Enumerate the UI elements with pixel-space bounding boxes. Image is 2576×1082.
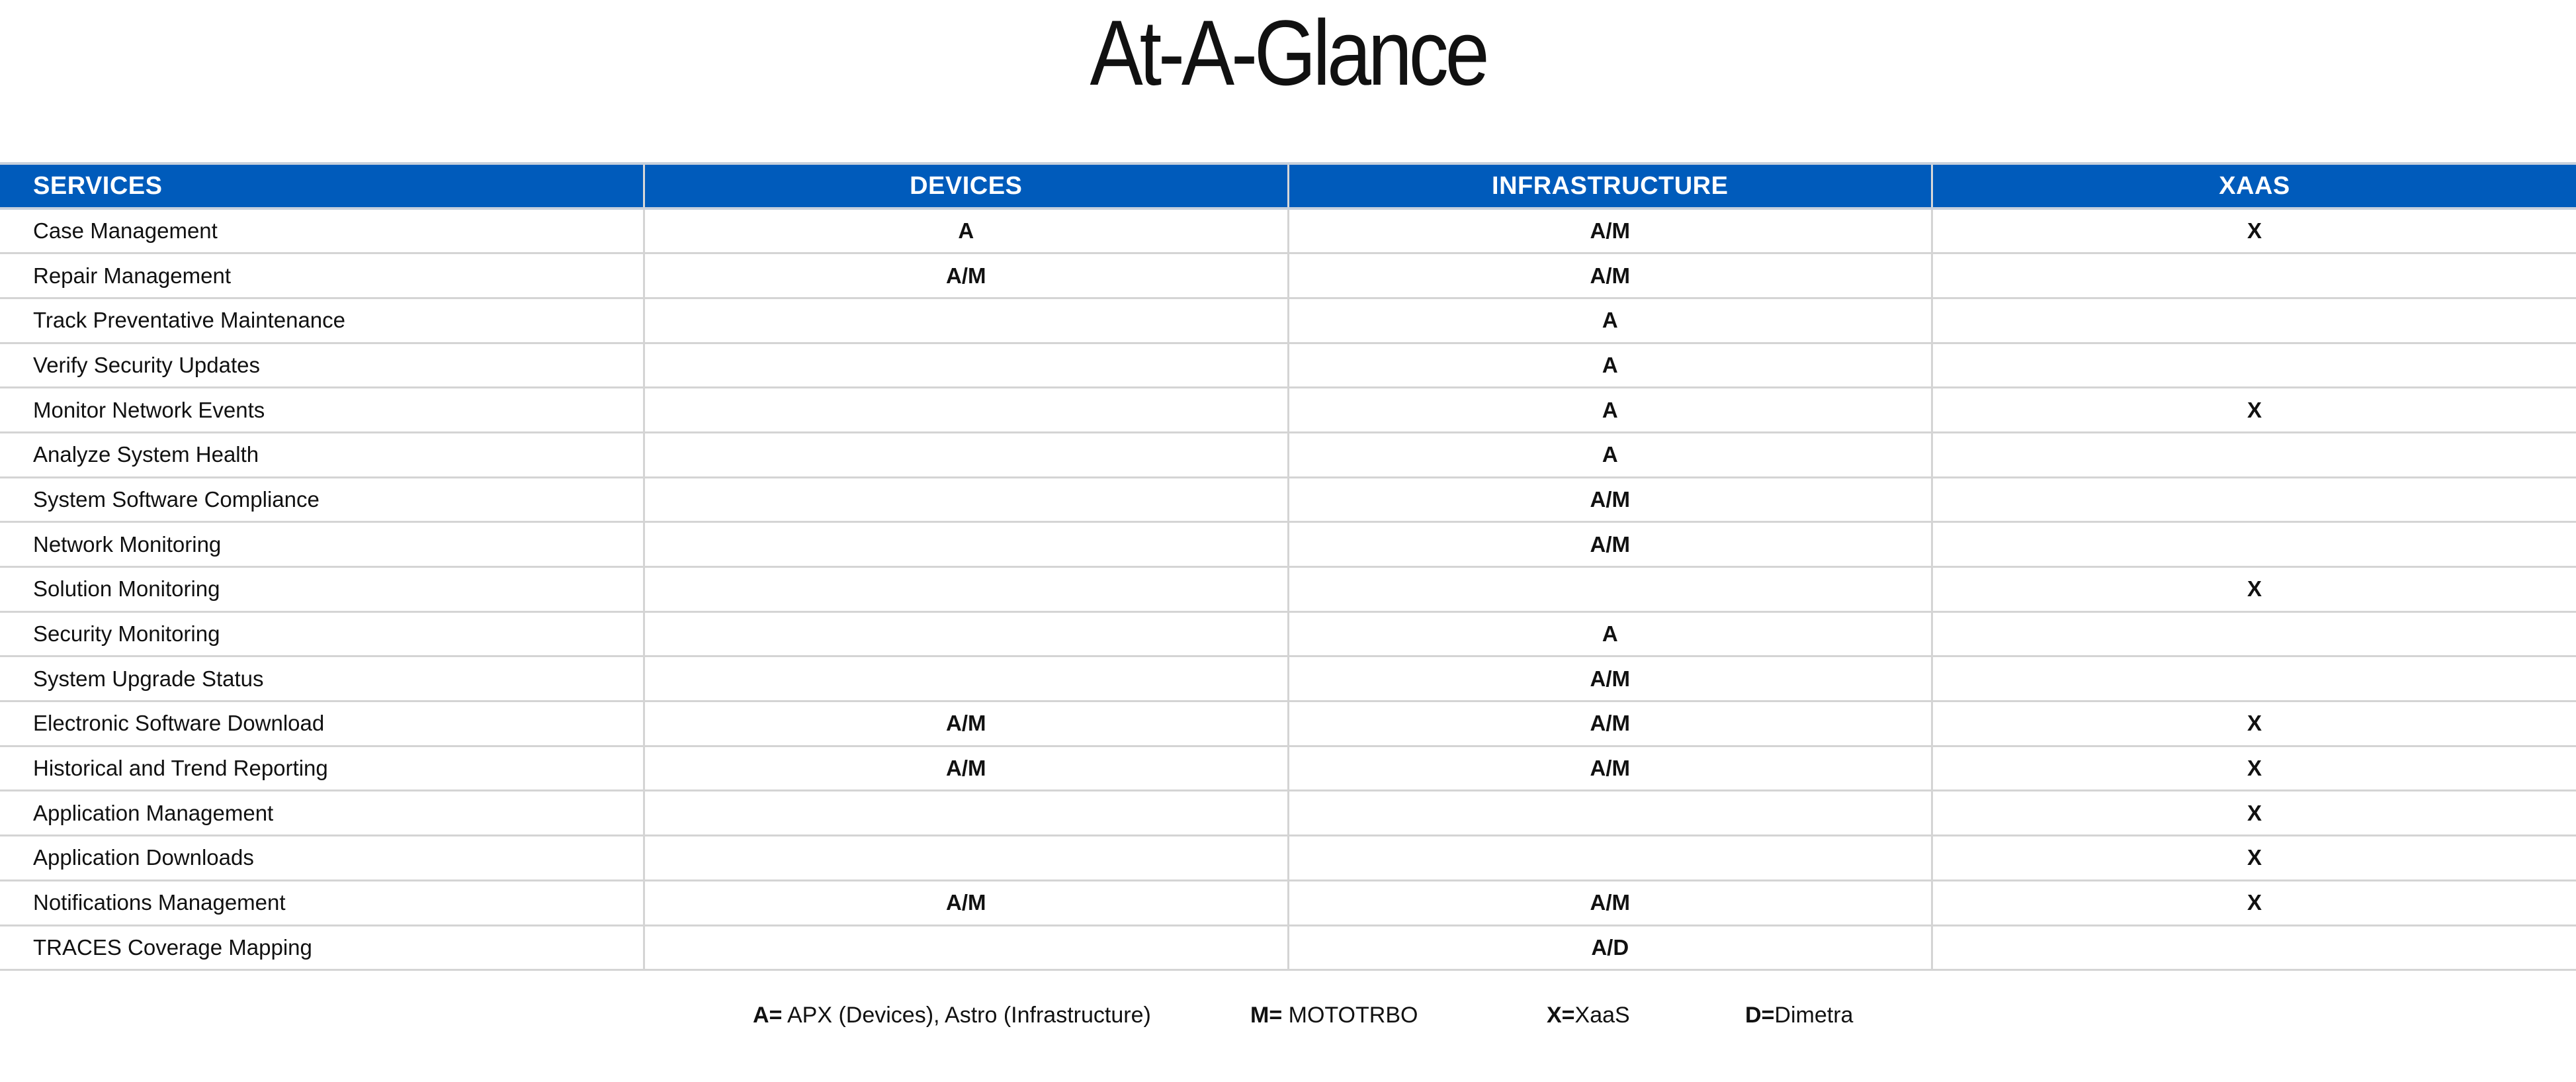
service-name-cell: Verify Security Updates	[0, 343, 644, 388]
table-row	[0, 343, 2576, 388]
table-row	[0, 567, 2576, 612]
table-row	[0, 522, 2576, 567]
infrastructure-cell: A/D	[1288, 925, 1932, 970]
table-body	[0, 208, 2576, 970]
devices-cell	[644, 477, 1289, 522]
legend-desc: APX (Devices), Astro (Infrastructure)	[782, 1003, 1151, 1028]
at-a-glance-table	[0, 162, 2576, 971]
table-row	[0, 253, 2576, 298]
legend-item-d	[1745, 1003, 1853, 1028]
devices-cell: A	[644, 208, 1289, 253]
table-row	[0, 880, 2576, 925]
table-row	[0, 925, 2576, 970]
legend-key: M=	[1250, 1003, 1283, 1028]
xaas-cell: X	[1932, 567, 2576, 612]
table-row	[0, 477, 2576, 522]
infrastructure-cell: A/M	[1288, 656, 1932, 701]
service-name-cell: TRACES Coverage Mapping	[0, 925, 644, 970]
xaas-cell: X	[1932, 880, 2576, 925]
legend-desc: XaaS	[1574, 1003, 1630, 1028]
infrastructure-cell: A/M	[1288, 701, 1932, 746]
table-row	[0, 701, 2576, 746]
table-row	[0, 208, 2576, 253]
legend-key: A=	[753, 1003, 783, 1028]
xaas-cell	[1932, 656, 2576, 701]
legend-item-m	[1250, 1003, 1418, 1028]
xaas-cell: X	[1932, 388, 2576, 433]
column-header-infrastructure: INFRASTRUCTURE	[1288, 163, 1932, 208]
column-header-services: SERVICES	[0, 163, 644, 208]
service-name-cell: Historical and Trend Reporting	[0, 746, 644, 791]
devices-cell	[644, 567, 1289, 612]
service-name-cell: Notifications Management	[0, 880, 644, 925]
table-row	[0, 388, 2576, 433]
devices-cell: A/M	[644, 253, 1289, 298]
xaas-cell	[1932, 253, 2576, 298]
service-name-cell: Application Management	[0, 791, 644, 836]
xaas-cell: X	[1932, 208, 2576, 253]
service-name-cell: System Software Compliance	[0, 477, 644, 522]
legend-desc: MOTOTRBO	[1282, 1003, 1418, 1028]
table-row	[0, 836, 2576, 881]
xaas-cell	[1932, 432, 2576, 477]
xaas-cell	[1932, 343, 2576, 388]
service-name-cell: Network Monitoring	[0, 522, 644, 567]
infrastructure-cell: A/M	[1288, 880, 1932, 925]
service-name-cell: Monitor Network Events	[0, 388, 644, 433]
infrastructure-cell: A	[1288, 388, 1932, 433]
devices-cell	[644, 522, 1289, 567]
table-row	[0, 432, 2576, 477]
devices-cell	[644, 836, 1289, 881]
service-name-cell: Repair Management	[0, 253, 644, 298]
service-name-cell: Application Downloads	[0, 836, 644, 881]
infrastructure-cell: A	[1288, 298, 1932, 343]
infrastructure-cell	[1288, 791, 1932, 836]
devices-cell	[644, 791, 1289, 836]
table-row	[0, 298, 2576, 343]
infrastructure-cell: A	[1288, 611, 1932, 656]
column-header-xaas: XAAS	[1932, 163, 2576, 208]
legend-desc: Dimetra	[1774, 1003, 1854, 1028]
devices-cell	[644, 925, 1289, 970]
devices-cell	[644, 611, 1289, 656]
xaas-cell	[1932, 611, 2576, 656]
xaas-cell: X	[1932, 791, 2576, 836]
devices-cell	[644, 656, 1289, 701]
legend-item-x	[1547, 1003, 1630, 1028]
infrastructure-cell: A/M	[1288, 477, 1932, 522]
devices-cell	[644, 298, 1289, 343]
service-name-cell: Analyze System Health	[0, 432, 644, 477]
service-name-cell: System Upgrade Status	[0, 656, 644, 701]
devices-cell: A/M	[644, 746, 1289, 791]
service-name-cell: Track Preventative Maintenance	[0, 298, 644, 343]
devices-cell	[644, 432, 1289, 477]
xaas-cell: X	[1932, 836, 2576, 881]
infrastructure-cell: A/M	[1288, 522, 1932, 567]
legend-item-a	[753, 1003, 1151, 1028]
infrastructure-cell: A/M	[1288, 208, 1932, 253]
legend-key: X=	[1547, 1003, 1575, 1028]
infrastructure-cell: A/M	[1288, 253, 1932, 298]
legend	[0, 1003, 2576, 1042]
xaas-cell: X	[1932, 701, 2576, 746]
devices-cell: A/M	[644, 880, 1289, 925]
xaas-cell	[1932, 298, 2576, 343]
page-title: At-A-Glance	[1090, 1, 1486, 105]
service-name-cell: Solution Monitoring	[0, 567, 644, 612]
table-row	[0, 611, 2576, 656]
infrastructure-cell	[1288, 836, 1932, 881]
service-name-cell: Security Monitoring	[0, 611, 644, 656]
infrastructure-cell: A	[1288, 432, 1932, 477]
service-name-cell: Electronic Software Download	[0, 701, 644, 746]
table-header-row	[0, 163, 2576, 208]
legend-key: D=	[1745, 1003, 1775, 1028]
devices-cell	[644, 388, 1289, 433]
xaas-cell	[1932, 925, 2576, 970]
service-name-cell: Case Management	[0, 208, 644, 253]
devices-cell	[644, 343, 1289, 388]
infrastructure-cell: A/M	[1288, 746, 1932, 791]
devices-cell: A/M	[644, 701, 1289, 746]
infrastructure-cell: A	[1288, 343, 1932, 388]
table-row	[0, 791, 2576, 836]
xaas-cell	[1932, 477, 2576, 522]
infrastructure-cell	[1288, 567, 1932, 612]
table-row	[0, 656, 2576, 701]
column-header-devices: DEVICES	[644, 163, 1289, 208]
xaas-cell	[1932, 522, 2576, 567]
table-row	[0, 746, 2576, 791]
xaas-cell: X	[1932, 746, 2576, 791]
